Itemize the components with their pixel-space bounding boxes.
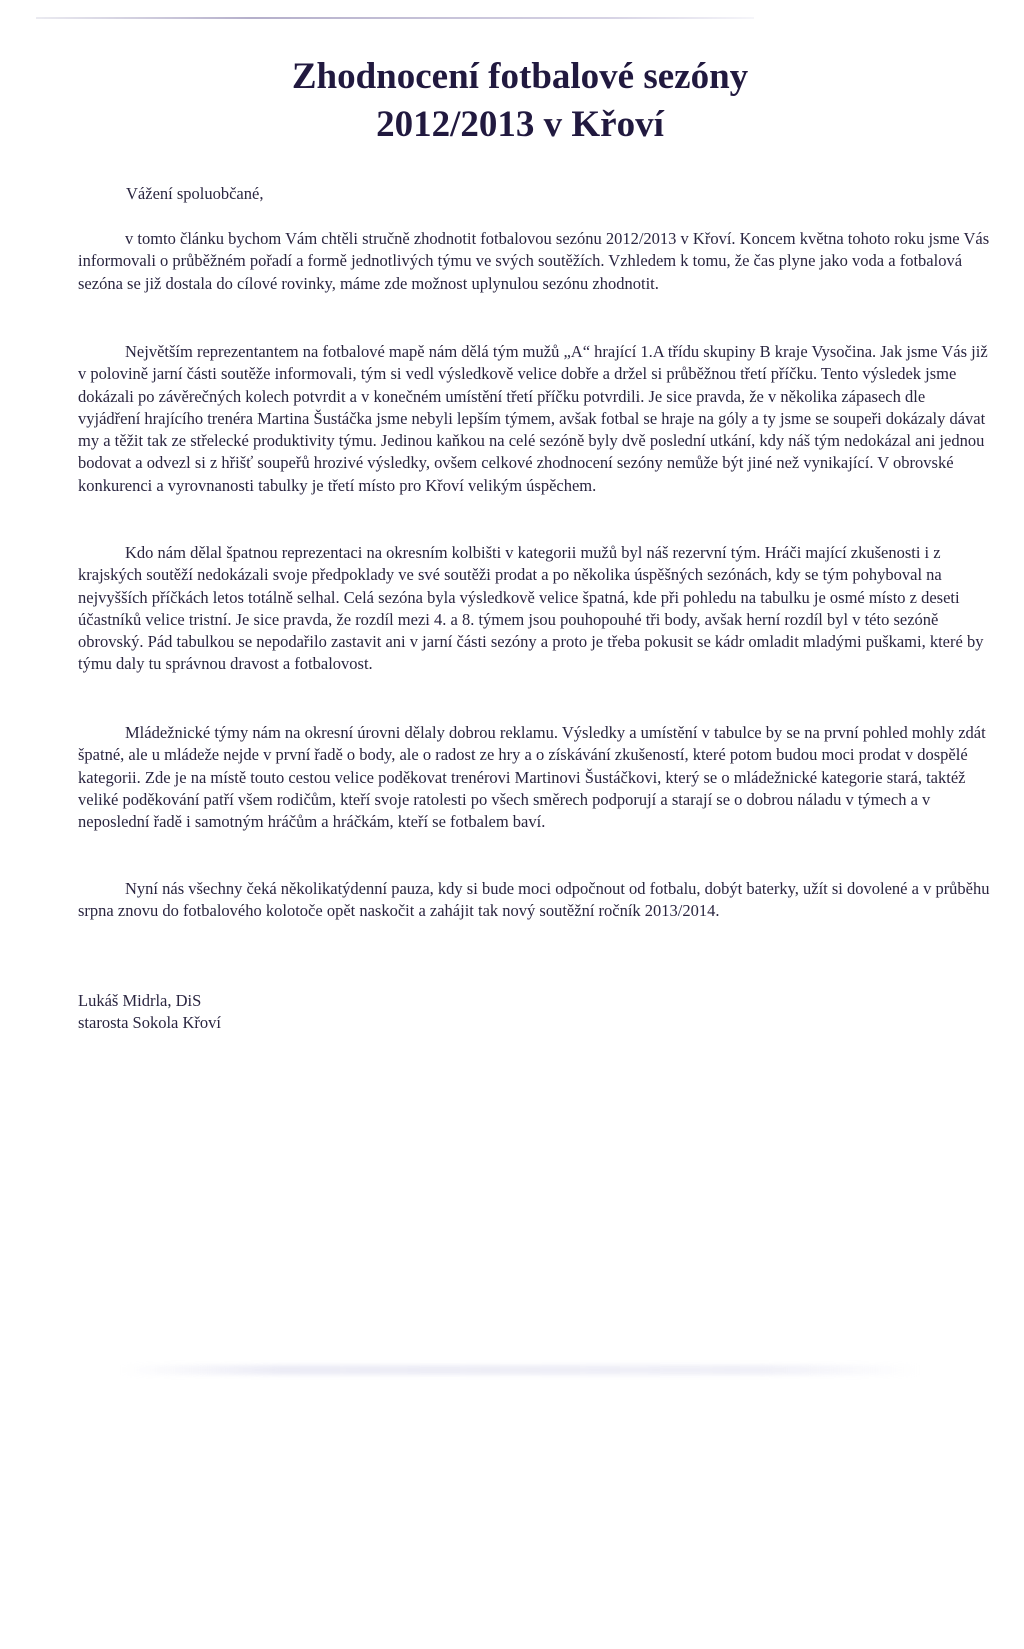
signature-role: starosta Sokola Křoví [78,1013,221,1032]
paragraph-youth-teams: Mládežnické týmy nám na okresní úrovni dělaly dobrou reklamu. Výsledky a umístění v tabulce by se na první pohled mohly zdát špatné, ale u mládeže nejde v první řadě o body, ale o radost ze hry a o získávání zkušeností, které potom budou moci prodat v dospělé kategorii. Zde je na místě touto cestou velice poděkovat trenérovi Martinovi Šustáčkovi, který se o mládežnické kategorie stará, taktéž veliké poděkování patří všem rodičům, kteří svoje ratolesti po všech směrech podporují a starají se o dobrou náladu v týmech a v neposlední řadě i samotným hráčům a hráčkám, kteří se fotbalem baví. [78,723,986,832]
paragraph-intro: v tomto článku bychom Vám chtěli stručně zhodnotit fotbalovou sezónu 2012/2013 v Křoví. Koncem května tohoto roku jsme Vás informovali o průběžném pořadí a formě jednotlivých týmu ve svých soutěžích. Vzhledem k tomu, že čas plyne jako voda a fotbalová sezóna se již dostala do cílové rovinky, máme zde možnost uplynulou sezónu zhodnotit. [78,229,990,293]
signature-name: Lukáš Midrla, DiS [78,991,202,1010]
greeting: Vážení spoluobčané, [126,184,264,203]
paragraph-reserve-team: Kdo nám dělal špatnou reprezentaci na okresním kolbišti v kategorii mužů byl náš rezervní tým. Hráči mající zkušenosti i z krajských soutěží nedokázali svoje předpoklady ve své soutěži prodat a po několika úspěšných sezónách, kdy se tým pohyboval na nejvyšších příčkách letos totálně selhal. Celá sezóna byla výsledkově velice špatná, kde při pohledu na tabulku je osmé místo z deseti účastníků velice tristní. Je sice pravda, že rozdíl mezi 4. a 8. týmem jsou pouhopouhé tři body, avšak herní rozdíl byl v této sezóně obrovský. Pád tabulkou se nepodařilo zastavit ani v jarní části sezóny a proto je třeba pokusit se kádr omladit mladými puškami, které by týmu daly tu správnou dravost a fotbalovost. [78,543,984,674]
document-title-line-1: Zhodnocení fotbalové sezóny [291,56,749,97]
scan-artifact-top-line [36,17,754,19]
signature-block [78,990,221,1034]
paragraph-team-a: Největším reprezentantem na fotbalové mapě nám dělá tým mužů „A“ hrající 1.A třídu skupiny B kraje Vysočina. Jak jsme Vás již v polovině jarní části soutěže informovali, tým si vedl výsledkově velice dobře a držel si průběžnou třetí příčku. Tento výsledek jsme dokázali po závěrečných kolech potvrdit a v konečném umístění třetí příčku potvrdili. Je sice pravda, že v několika zápasech dle vyjádření hrajícího trenéra Martina Šustáčka jsme nebyli lepším týmem, avšak fotbal se hraje na góly a ty jsme se soupeři dokázaly dávat my a těžit tak ze střelecké produktivity týmu. Jedinou kaňkou na celé sezóně byly dvě poslední utkání, kdy náš tým nedokázal ani jednou bodovat a odvezl si z hřišť soupeřů hrozivé výsledky, ovšem celkové zhodnocení sezóny nemůže být jiné než vynikající. V obrovské konkurenci a vyrovnanosti tabulky je třetí místo pro Křoví velikým úspěchem. [78,342,988,495]
scan-artifact-bottom-smudge [120,1365,920,1375]
paragraph-closing: Nyní nás všechny čeká několikatýdenní pauza, kdy si bude moci odpočnout od fotbalu, dobýt baterky, užít si dovolené a v průběhu srpna znovu do fotbalového kolotoče opět naskočit a zahájit tak nový soutěžní ročník 2013/2014. [78,879,990,921]
document-title-line-2: 2012/2013 v Křoví [376,104,664,145]
